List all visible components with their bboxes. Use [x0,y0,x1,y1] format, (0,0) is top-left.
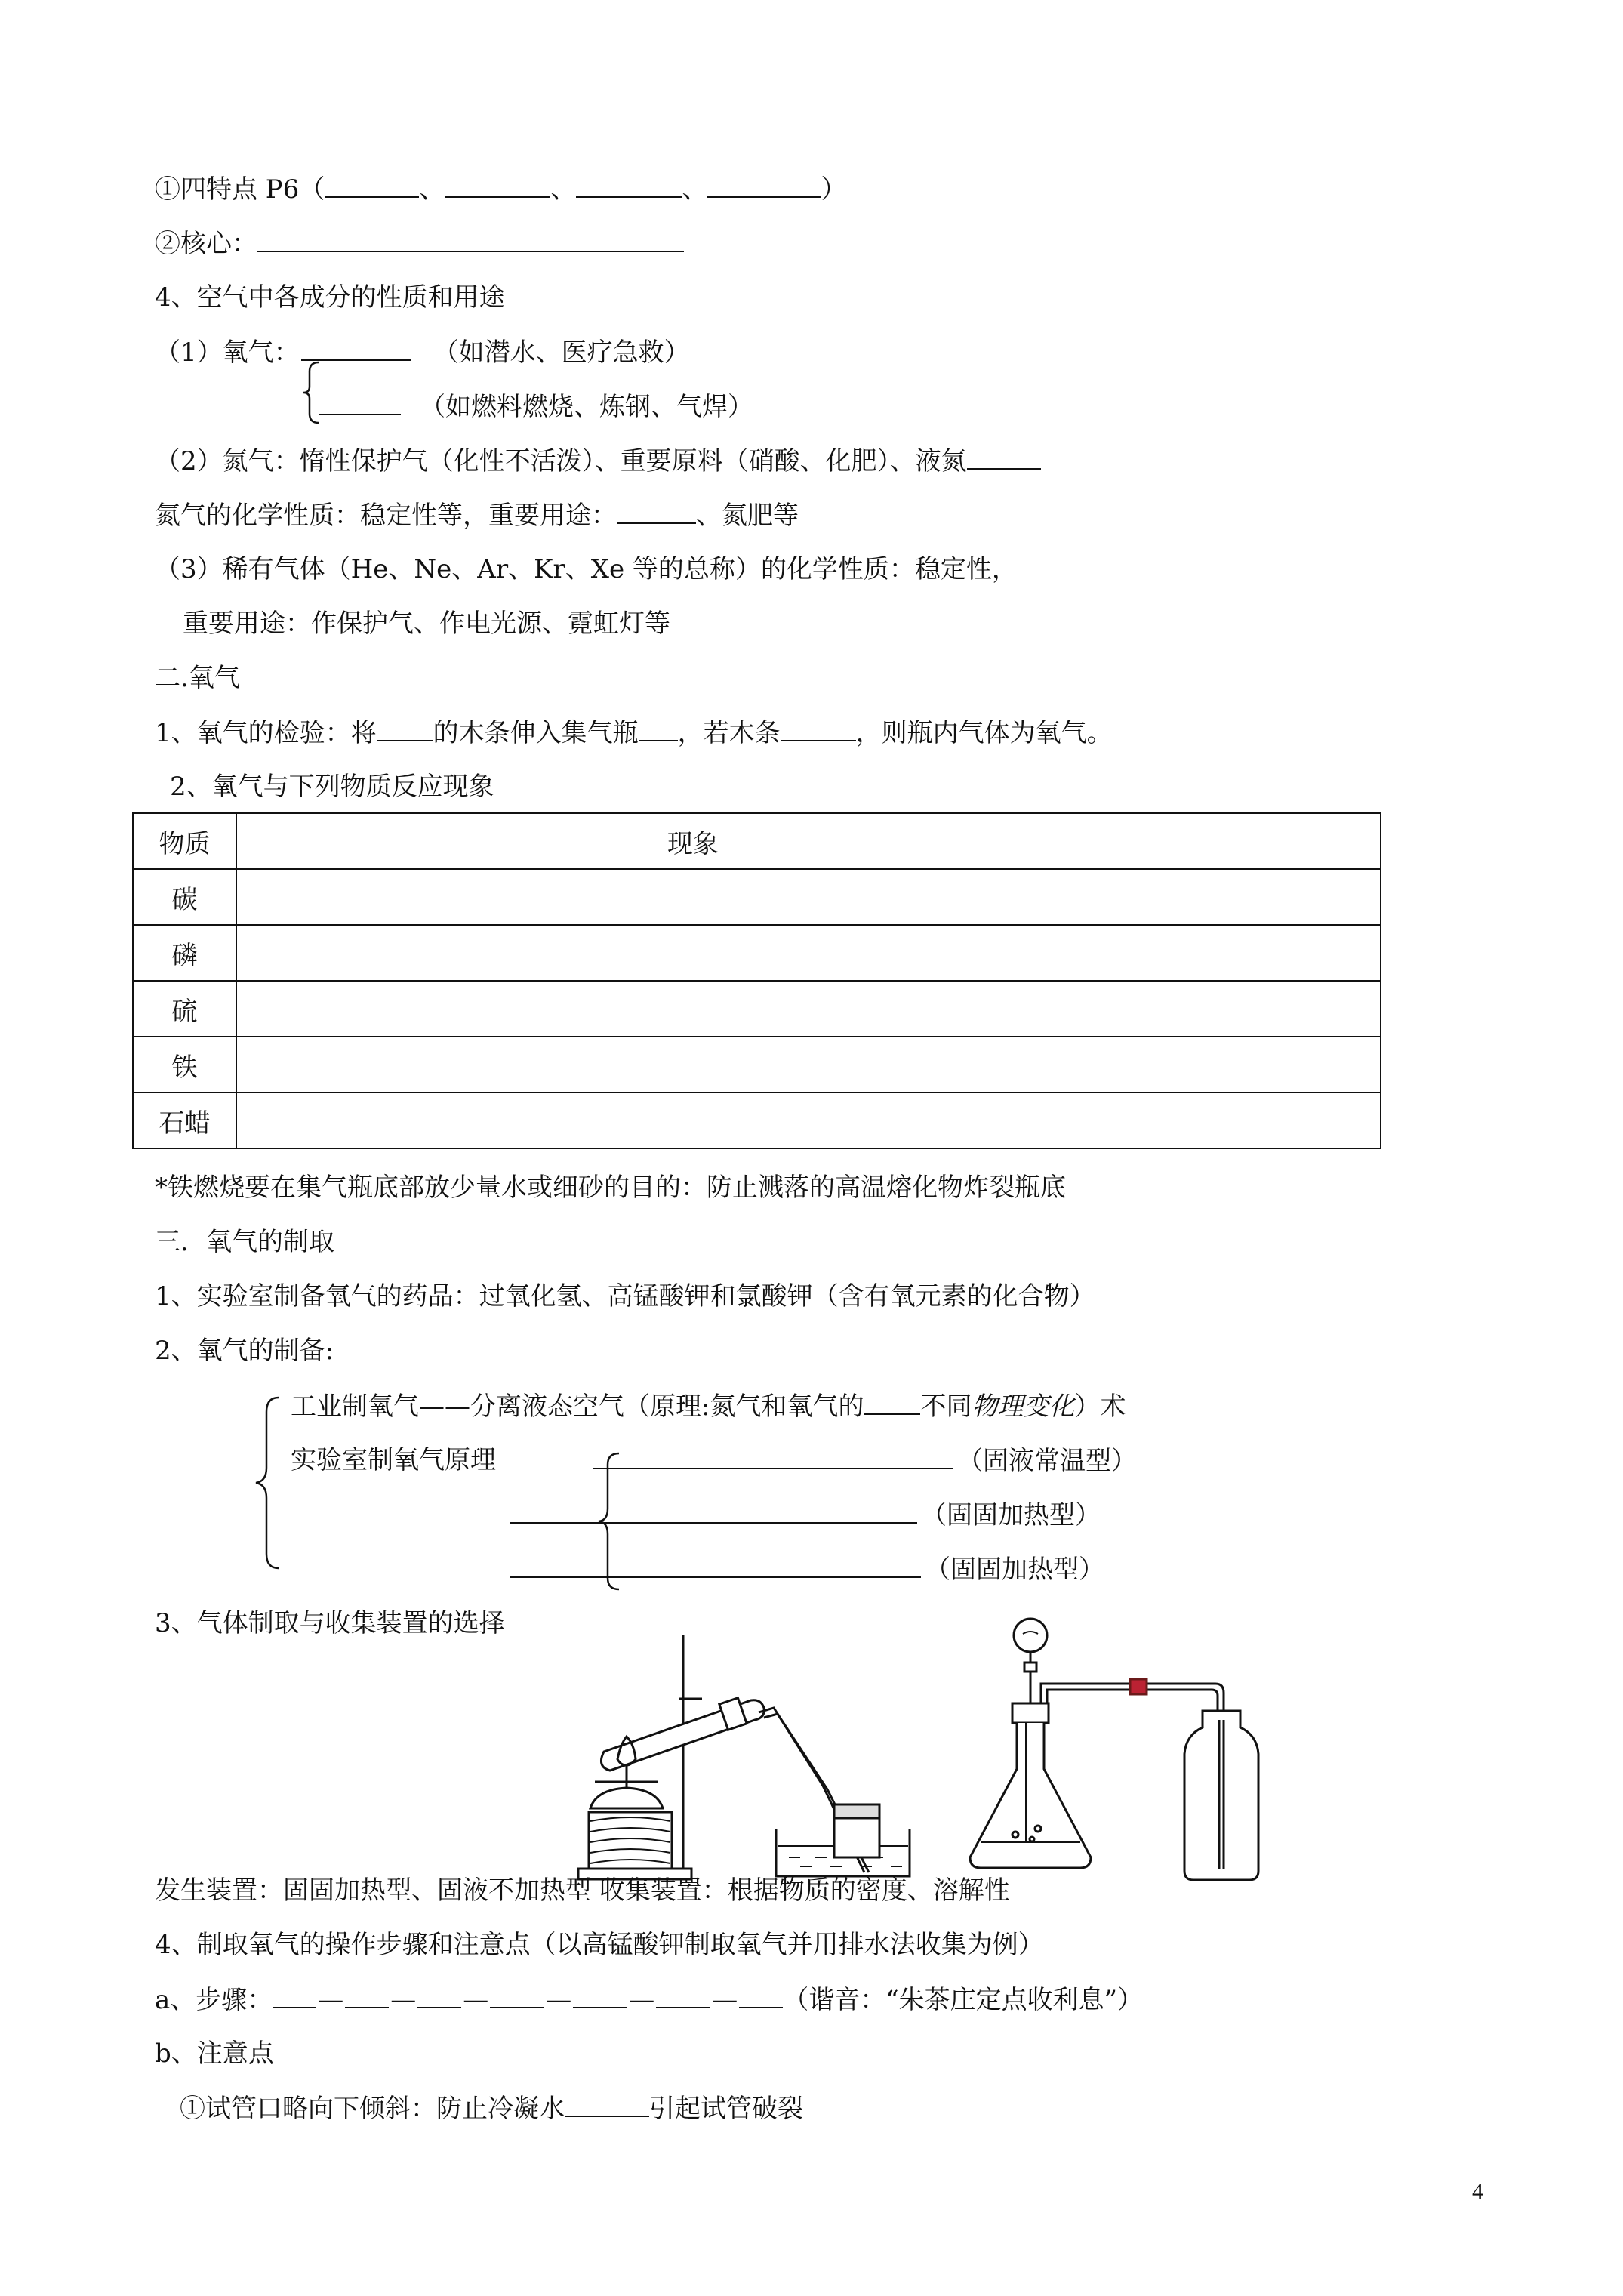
reaction-heading: 2、氧气与下列物质反应现象 [170,772,494,802]
oxygen-line [155,337,690,368]
note-1-b: 引起试管破裂 [649,2094,803,2124]
preparation-brace-icon [253,1395,283,1570]
table-row [133,869,1381,925]
nitrogen-text: （2）氮气：惰性保护气（化性不活泼）、重要原料（硝酸、化肥）、液氮 [155,446,967,476]
step-blank-5[interactable] [573,1984,627,2008]
step-dash: — [712,1985,738,2015]
feature-close: ） [821,174,847,205]
steps-line [155,1984,1143,2016]
apparatus-note: 发生装置：固固加热型、固液不加热型 收集装置：根据物质的密度、溶解性 [155,1875,1010,1906]
industrial-blank[interactable] [864,1391,920,1415]
feature-blank-1[interactable] [325,174,419,198]
nitrogen-blank-1[interactable] [967,445,1041,470]
oxygen-test-a: 1、氧气的检验：将 [155,718,377,748]
step-dash: — [463,1985,489,2015]
step-dash: — [318,1985,344,2015]
type-2: （固固加热型） [921,1500,1101,1530]
oxygen-test-b: 的木条伸入集气瓶 [433,718,639,748]
row-phenomenon-cell[interactable] [236,869,1381,925]
heating-apparatus-figure [574,1631,913,1888]
industrial-d: ）术 [1074,1391,1126,1422]
step-dash: — [546,1985,572,2015]
page-number: 4 [1472,2179,1483,2204]
lab-principle-row-1 [593,1445,1137,1477]
step-blank-3[interactable] [417,1984,461,2008]
row-substance: 石蜡 [133,1093,236,1148]
header-substance: 物质 [133,813,236,869]
table-row [133,925,1381,981]
principle-blank-1[interactable] [593,1445,953,1469]
row-substance: 铁 [133,1037,236,1093]
steps-hint: （谐音：“朱茶庄定点收利息”） [783,1985,1144,2015]
oxygen-label: （1）氧气： [155,337,300,368]
industrial-line [291,1391,1126,1422]
section-3-title: 三．氧气的制取 [155,1227,334,1257]
oxygen-brace-icon [300,361,323,424]
step-blank-4[interactable] [490,1984,544,2008]
step-blank-2[interactable] [345,1984,389,2008]
row-phenomenon-cell[interactable] [236,981,1381,1037]
industrial-a: 工业制氧气——分离液态空气（原理:氮气和氧气的 [291,1391,864,1422]
nitrogen-chem-a: 氮气的化学性质：稳定性等，重要用途： [155,501,617,531]
core-label: ②核心： [155,229,257,259]
row-substance: 碳 [133,869,236,925]
nitrogen-chem-line [155,500,799,532]
section-2-title: 二.氧气 [155,663,240,693]
notes-label: b、注意点 [155,2039,274,2069]
feature-blank-3[interactable] [576,174,682,198]
table-header-row [133,813,1381,869]
row-substance: 硫 [133,981,236,1037]
nitrogen-line [155,445,1041,477]
core-line [155,228,684,260]
industrial-b: 不同 [920,1391,972,1422]
oxygen-test-blank-1[interactable] [377,717,433,741]
principle-brace-icon [596,1451,622,1592]
oxygen-test-d: ，则瓶内气体为氧气。 [855,718,1113,748]
lab-reagents: 1、实验室制备氧气的药品：过氧化氢、高锰酸钾和氯酸钾（含有氧元素的化合物） [155,1281,1095,1311]
table-row [133,981,1381,1037]
type-1: （固液常温型） [957,1446,1137,1476]
feature-blank-4[interactable] [707,174,821,198]
nitrogen-chem-b: 、氮肥等 [696,501,799,531]
oxygen-line-2 [319,391,753,423]
type-3: （固固加热型） [925,1555,1104,1585]
table-row [133,1093,1381,1148]
noble-gas-line: （3）稀有气体（He、Ne、Ar、Kr、Xe 等的总称）的化学性质：稳定性， [155,554,1018,584]
noble-gas-use: 重要用途：作保护气、作电光源、霓虹灯等 [183,609,670,639]
oxygen-use-2: （如燃料燃烧、炼钢、气焊） [420,392,753,422]
four-features-line [155,174,846,205]
oxygen-test-c: ，若木条 [677,718,781,748]
oxygen-blank-1[interactable] [301,337,411,361]
steps-label: a、步骤： [155,1985,273,2015]
row-phenomenon-cell[interactable] [236,1093,1381,1148]
step-blank-6[interactable] [656,1984,710,2008]
oxygen-blank-2[interactable] [319,391,401,415]
feature-sep-1: 、 [419,174,445,205]
note-1-blank[interactable] [565,2093,649,2117]
note-1-a: ①试管口略向下倾斜：防止冷凝水 [180,2094,565,2124]
principle-blank-3[interactable] [510,1554,921,1578]
oxygen-use-1: （如潜水、医疗急救） [433,337,690,368]
oxygen-test-line [155,717,1113,749]
prep-heading: 2、氧气的制备: [155,1336,334,1366]
nitrogen-blank-2[interactable] [617,500,696,524]
feature-sep-3: 、 [682,174,708,205]
feature-blank-2[interactable] [445,174,550,198]
feature-sep-2: 、 [550,174,577,205]
step-dash: — [629,1985,655,2015]
note-1-line [180,2093,803,2125]
heading-4: 4、空气中各成分的性质和用途 [155,282,505,313]
row-substance: 磷 [133,925,236,981]
header-phenomenon: 现象 [236,813,1381,869]
oxygen-test-blank-2[interactable] [639,717,678,741]
apparatus-heading: 3、气体制取与收集装置的选择 [155,1608,505,1638]
row-phenomenon-cell[interactable] [236,925,1381,981]
step-dash: — [390,1985,417,2015]
step-blank-7[interactable] [739,1984,783,2008]
industrial-c: 物理变化 [972,1391,1075,1422]
reaction-table [132,812,1381,1149]
table-row [133,1037,1381,1093]
principle-blank-2[interactable] [510,1499,917,1524]
liquid-apparatus-figure [962,1614,1272,1894]
lab-principle-label: 实验室制氧气原理 [291,1445,496,1475]
oxygen-test-blank-3[interactable] [781,717,856,741]
steps-heading: 4、制取氧气的操作步骤和注意点（以高锰酸钾制取氧气并用排水法收集为例） [155,1930,1044,1960]
step-blank-1[interactable] [273,1984,316,2008]
core-blank[interactable] [257,228,684,252]
four-features-label: ①四特点 P6（ [155,174,325,205]
row-phenomenon-cell[interactable] [236,1037,1381,1093]
iron-note: *铁燃烧要在集气瓶底部放少量水或细砂的目的：防止溅落的高温熔化物炸裂瓶底 [155,1173,1066,1203]
